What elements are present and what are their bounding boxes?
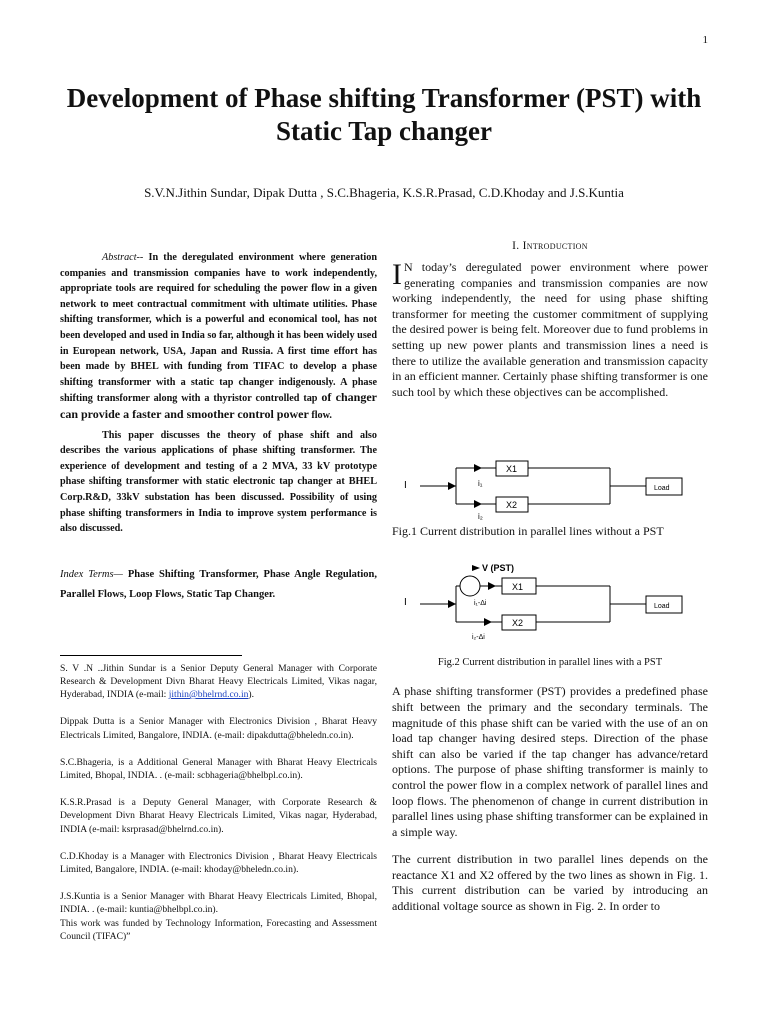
footnote-divider: [60, 655, 242, 656]
right-column: [392, 240, 708, 915]
footnote-prasad: K.S.R.Prasad is a Deputy General Manager, with Corporate Research & Development Divn Bharat Heavy Electricals Limited, Vikas nagar, Hyderabad, INDIA (e-mail: ksrprasad@bhelrnd.co.in).: [60, 797, 377, 835]
fig1-label-load: Load: [654, 485, 670, 493]
footnote-bhageria: S.C.Bhageria, is a Additional General Manager with Bharat Heavy Electricals Limited, Bhopal, INDIA. . (e-mail: scbhageria@bhelbpl.co.in).: [60, 756, 377, 781]
fig2-label-current: I: [404, 597, 407, 609]
intro-paragraph-2: A phase shifting transformer (PST) provides a predefined phase shift between the primary and the secondary terminals. The magnitude of this phase shift can be varied with the use of an on load tap changer having desired steps. Direction of the phase shift can also be varied if the tap changer has advance/retard options. The purpose of phase shifting transformer is mainly to control the power flow in a complex network of parallel lines and loop flows. The phenomenon of change in current distribution in parallel lines using phase shifting transformer can be explained in a simple way.: [392, 684, 708, 839]
footnote-funding: This work was funded by Technology Information, Forecasting and Assessment Council (TIFAC)”: [60, 917, 377, 942]
footnote-sundar-end: ).: [248, 689, 255, 701]
fig1-label-i1: i₁: [478, 479, 483, 489]
drop-cap: I: [392, 258, 402, 291]
fig1-circuit-diagram: [392, 442, 708, 522]
author-list: S.V.N.Jithin Sundar, Dipak Dutta , S.C.Bhageria, K.S.R.Prasad, C.D.Khoday and J.S.Kuntia: [144, 185, 624, 200]
fig2-label-voltage: V (PST): [482, 563, 515, 574]
fig2-label-i2: i₂-Δi: [472, 634, 485, 642]
footnote-kuntia: J.S.Kuntia is a Senior Manager with Bharat Heavy Electricals Limited, Bhopal, INDIA. . (e-mail: kuntia@bhelbpl.co.in).: [60, 891, 377, 916]
left-column: [60, 250, 377, 957]
email-link-jithin[interactable]: jithin@bhelrnd.co.in: [168, 689, 249, 701]
intro-paragraph-3: The current distribution in two parallel lines depends on the reactance X1 and X2 offered by the two lines as shown in Fig. 1. This current distribution can be varied by introducing an additional voltage source as shown in Fig. 2. In order to: [392, 852, 708, 914]
abstract-text-large: of changer can provide a faster and smoother control power: [60, 390, 377, 421]
fig1-caption: Fig.1 Current distribution in parallel lines without a PST: [392, 524, 664, 539]
abstract-text-end: flow.: [308, 409, 332, 421]
index-terms-label: Index Terms—: [60, 568, 123, 580]
index-terms-text: Phase Shifting Transformer, Phase Angle Regulation, Parallel Flows, Loop Flows, Static Tap Changer.: [60, 568, 377, 600]
figure-2: [392, 557, 708, 668]
section-number: I.: [512, 240, 523, 252]
section-title-first: I: [522, 240, 527, 252]
abstract-paragraph-2: This paper discusses the theory of phase shift and also describes the various applications of phase shifting transformer. The experience of development and testing of a 2 MVA, 33 kV prototype phase shifting transformer with static electronic tap changer at BHEL Corp.R&D, 33kV substation has been discussed. Possibility of using phase shifting transformers in India to improve system performance is also discussed.: [60, 429, 377, 535]
fig1-label-i2: i₂: [478, 512, 483, 522]
paper-title: Development of Phase shifting Transformer (PST) with Static Tap changer: [66, 83, 702, 146]
fig2-label-x2: X2: [512, 618, 524, 629]
abstract: [60, 250, 377, 424]
fig1-label-x2: X2: [506, 500, 518, 511]
fig2-circuit-diagram: [392, 557, 708, 643]
footnote-khoday: C.D.Khoday is a Manager with Electronics Division , Bharat Heavy Electricals Limited, Bangalore, INDIA. (e-mail: khoday@bheledn.co.in).: [60, 850, 377, 875]
fig1-label-current: I: [404, 480, 407, 492]
fig2-label-x1: X1: [512, 582, 524, 593]
fig1-label-x1: X1: [506, 464, 518, 475]
intro-paragraph-1: [392, 260, 708, 400]
page-number: 1: [702, 34, 708, 46]
fig2-caption: Fig.2 Current distribution in parallel lines with a PST: [437, 657, 663, 669]
section-heading-introduction: [392, 240, 708, 252]
fig2-label-i1: i₁-Δi: [474, 600, 487, 608]
fig2-label-load: Load: [654, 603, 670, 611]
abstract-label: Abstract--: [102, 252, 144, 263]
index-terms: [60, 565, 377, 605]
intro-paragraph-1-text: N today’s deregulated power environment where power generating companies and transmission companies are now working independently, the need for using phase shifting transformer for meeting the customer commitment of supplying the desired power is being felt. Moreover due to fund problems in setting up new power plants and transmission lines a need is there to utilize the available generation and transmission capacity in an efficient manner. Certainly phase shifting transformer is one such tool by which these objectives can be accomplished.: [392, 260, 708, 399]
footnote-dutta: Dippak Dutta is a Senior Manager with Electronics Division , Bharat Heavy Electricals Limited, Bangalore, INDIA. (e-mail: dipakdutta@bheledn.co.in).: [60, 716, 377, 741]
footnote-sundar: [60, 662, 377, 702]
footnote-sundar-text: S. V .N ..Jithin Sundar is a Senior Deputy General Manager with Corporate Research & Development Divn Bharat Heavy Electricals Limited, Vikas nagar, Hyderabad, INDIA (e-mail:: [60, 662, 377, 701]
abstract-text: In the deregulated environment where generation companies and transmission companies have to work independently, appropriate tools are required for scheduling the power flow in a given network to meet contractual commitment with ultimate utilities. Phase shifting transformer, which is a powerful and economical tool, has not been developed and used in India so far, although it has been widely used in European network, USA, Japan and Russia. A first time effort has been made by BHEL with funding from TIFAC to develop a phase shifting transformer with a static tap changer indigenously. A phase shifting transformer along with a thyristor controlled tap: [60, 252, 377, 405]
section-title-rest: ntroduction: [526, 240, 588, 252]
figure-1: [392, 442, 708, 539]
